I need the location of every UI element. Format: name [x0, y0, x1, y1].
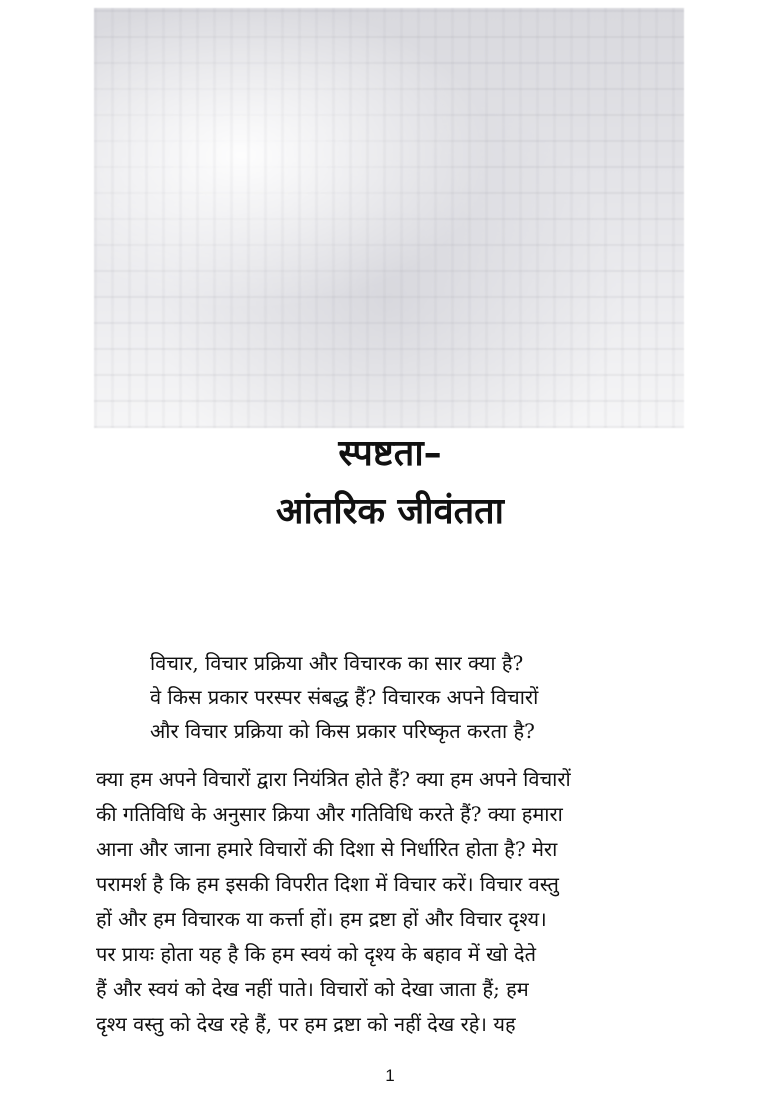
body-line: आना और जाना हमारे विचारों की दिशा से निर्धारित होता है? मेरा — [96, 837, 558, 861]
chapter-title-line-1: स्पष्टता– — [338, 433, 442, 474]
faded-scan-image — [94, 8, 684, 428]
chapter-title-line-2: आंतरिक जीवंतता — [276, 491, 504, 532]
body-line: दृश्य वस्तु को देख रहे हैं, पर हम द्रष्टा को नहीं देख रहे। यह — [96, 1012, 516, 1036]
intro-questions — [150, 646, 650, 748]
intro-line: वे किस प्रकार परस्पर संबद्ध हैं? विचारक अपने विचारों — [150, 685, 539, 709]
body-line: की गतिविधि के अनुसार क्रिया और गतिविधि करते हैं? क्या हमारा — [96, 802, 563, 826]
body-line: क्या हम अपने विचारों द्वारा नियंत्रित होते हैं? क्या हम अपने विचारों — [96, 767, 571, 791]
body-line: हैं और स्वयं को देख नहीं पाते। विचारों को देखा जाता हैं; हम — [96, 977, 529, 1001]
body-line: परामर्श है कि हम इसकी विपरीत दिशा में विचार करें। विचार वस्तु — [96, 872, 559, 896]
intro-line: विचार, विचार प्रक्रिया और विचारक का सार क्या है? — [150, 651, 524, 675]
page-number: 1 — [385, 1066, 395, 1085]
body-paragraph — [96, 762, 688, 1042]
intro-line: और विचार प्रक्रिया को किस प्रकार परिष्कृत करता है? — [150, 719, 535, 743]
body-line: हों और हम विचारक या कर्त्ता हों। हम द्रष्टा हों और विचार दृश्य। — [96, 907, 547, 931]
body-line: पर प्रायः होता यह है कि हम स्वयं को दृश्य के बहाव में खो देते — [96, 942, 537, 966]
